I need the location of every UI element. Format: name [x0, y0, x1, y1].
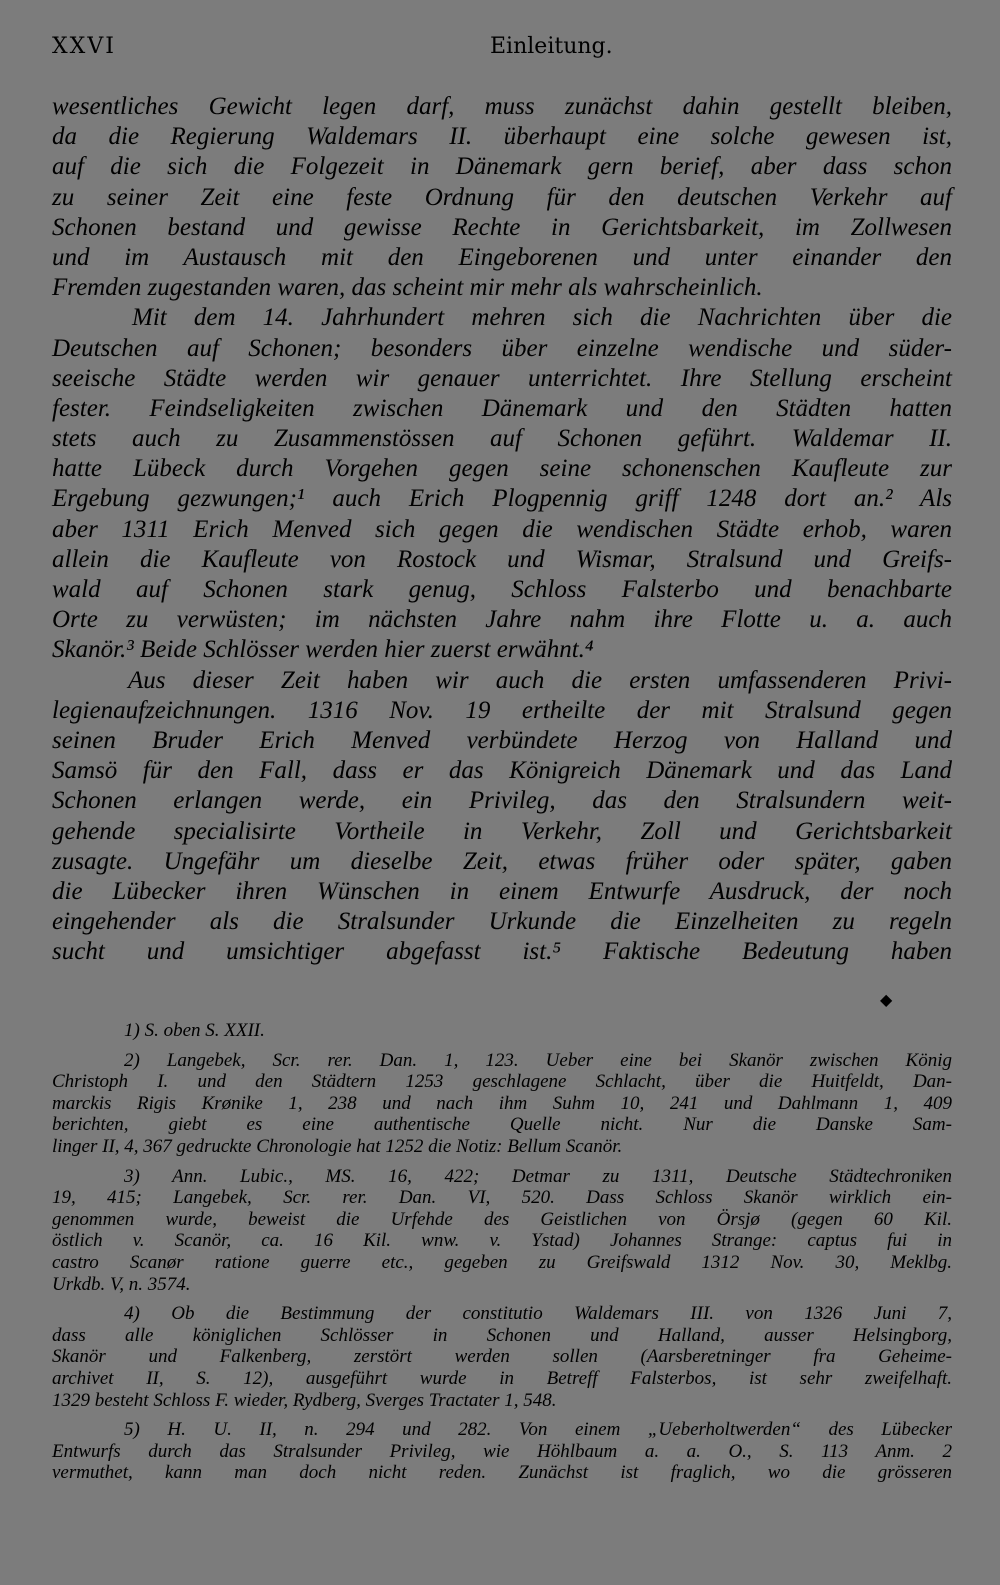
printer-mark: ◆	[880, 990, 893, 1009]
body-text	[52, 92, 952, 967]
body-line: Ergebung gezwungen;¹ auch Erich Plogpennig griff 1248 dort an.² Als	[52, 485, 952, 513]
footnote-line: castro Scanør ratione guerre etc., gegeben zu Greifswald 1312 Nov. 30, Meklbg.	[52, 1251, 952, 1273]
body-line: Deutschen auf Schonen; besonders über einzelne wendische und süder-	[52, 334, 952, 362]
body-line: hatte Lübeck durch Vorgehen gegen seine schonenschen Kaufleute zur	[52, 455, 952, 483]
footnote-line: Entwurfs durch das Stralsunder Privileg, wie Höhlbaum a. a. O., S. 113 Anm. 2	[52, 1440, 952, 1462]
footnote-line: 19, 415; Langebek, Scr. rer. Dan. VI, 520. Dass Schloss Skanör wirklich ein-	[52, 1187, 952, 1209]
footnote-line: östlich v. Scanör, ca. 16 Kil. wnw. v. Ystad) Johannes Strange: captus fui in	[52, 1230, 952, 1252]
body-line: und im Austausch mit den Eingeborenen und unter einander den	[52, 243, 952, 271]
body-line: Aus dieser Zeit haben wir auch die ersten umfassenderen Privi-	[128, 666, 952, 694]
footnote-line: berichten, giebt es eine authentische Quelle nicht. Nur die Danske Sam-	[52, 1114, 952, 1136]
body-line: wald auf Schonen stark genug, Schloss Falsterbo und benachbarte	[52, 576, 952, 603]
footnote-line: 5) H. U. II, n. 294 und 282. Von einem „Ueberholtwerden“ des Lübecker	[124, 1419, 952, 1441]
footnote-line: archivet II, S. 12), ausgeführt wurde in Betreff Falsterbos, ist sehr zweifelhaft.	[52, 1367, 952, 1389]
body-line: zusagte. Ungefähr um dieselbe Zeit, etwas früher oder später, gaben	[52, 847, 952, 875]
body-line: zu seiner Zeit eine feste Ordnung für den deutschen Verkehr auf	[52, 183, 952, 211]
body-line: seeische Städte werden wir genauer unterrichtet. Ihre Stellung erscheint	[52, 364, 952, 392]
page-number: XXVI	[52, 34, 116, 59]
page-header	[52, 34, 952, 64]
body-line: Mit dem 14. Jahrhundert mehren sich die Nachrichten über die	[132, 304, 952, 332]
body-line: fester. Feindseligkeiten zwischen Dänemark und den Städten hatten	[52, 394, 952, 422]
body-line: gehende specialisirte Vortheile in Verkehr, Zoll und Gerichtsbarkeit	[52, 817, 952, 845]
footnote-line: genommen wurde, beweist die Urfehde des Geistlichen von Örsjø (gegen 60 Kil.	[52, 1208, 952, 1230]
body-line: sucht und umsichtiger abgefasst ist.⁵ Faktische Bedeutung haben	[52, 938, 952, 966]
body-line: Skanör.³ Beide Schlösser werden hier zuerst erwähnt.⁴	[52, 636, 594, 664]
body-line: da die Regierung Waldemars II. überhaupt eine solche gewesen ist,	[52, 123, 952, 151]
footnote-line: 1) S. oben S. XXII.	[124, 1020, 265, 1041]
body-line: eingehender als die Stralsunder Urkunde die Einzelheiten zu regeln	[52, 908, 952, 936]
footnote-line: dass alle königlichen Schlösser in Schonen und Halland, ausser Helsingborg,	[52, 1324, 952, 1346]
body-line: Samsö für den Fall, dass er das Königreich Dänemark und das Land	[52, 757, 952, 785]
footnote-line: 1329 besteht Schloss F. wieder, Rydberg, Sverges Tractater 1, 548.	[52, 1389, 557, 1411]
footnote-line: 3) Ann. Lubic., MS. 16, 422; Detmar zu 1311, Deutsche Städtechroniken	[124, 1165, 952, 1187]
body-line: legienaufzeichnungen. 1316 Nov. 19 ertheilte der mit Stralsund gegen	[52, 696, 952, 724]
body-line: Orte zu verwüsten; im nächsten Jahre nahm ihre Flotte u. a. auch	[52, 606, 952, 634]
footnote-line: 4) Ob die Bestimmung der constitutio Waldemars III. von 1326 Juni 7,	[124, 1303, 952, 1325]
footnote-line: Skanör und Falkenberg, zerstört werden sollen (Aarsberetninger fra Geheime-	[52, 1346, 952, 1368]
footnote-line: vermuthet, kann man doch nicht reden. Zunächst ist fraglich, wo die grösseren	[52, 1462, 952, 1484]
body-line: Fremden zugestanden waren, das scheint mir mehr als wahrscheinlich.	[52, 274, 763, 302]
body-line: seinen Bruder Erich Menved verbündete Herzog von Halland und	[52, 726, 952, 754]
body-line: aber 1311 Erich Menved sich gegen die wendischen Städte erhob, waren	[52, 515, 952, 543]
footnotes	[52, 1020, 952, 1484]
body-line: stets auch zu Zusammenstössen auf Schonen geführt. Waldemar II.	[52, 425, 952, 453]
footnote-line: linger II, 4, 367 gedruckte Chronologie hat 1252 die Notiz: Bellum Scanör.	[52, 1135, 623, 1157]
body-line: Schonen bestand und gewisse Rechte in Gerichtsbarkeit, im Zollwesen	[52, 213, 952, 241]
footnote-line: Christoph I. und den Städtern 1253 geschlagene Schlacht, über die Huitfeldt, Dan-	[52, 1071, 952, 1093]
body-line: auf die sich die Folgezeit in Dänemark gern berief, aber dass schon	[52, 153, 952, 181]
body-line: die Lübecker ihren Wünschen in einem Entwurfe Ausdruck, der noch	[52, 877, 952, 905]
body-line: Schonen erlangen werde, ein Privileg, das den Stralsundern weit-	[52, 787, 952, 815]
body-line: wesentliches Gewicht legen darf, muss zunächst dahin gestellt bleiben,	[52, 93, 952, 120]
footnote-line: marckis Rigis Krønike 1, 238 und nach ihm Suhm 10, 241 und Dahlmann 1, 409	[52, 1092, 952, 1114]
footnote-line: 2) Langebek, Scr. rer. Dan. 1, 123. Ueber eine bei Skanör zwischen König	[124, 1049, 952, 1071]
body-line: allein die Kaufleute von Rostock und Wismar, Stralsund und Greifs-	[52, 545, 952, 573]
footnote-line: Urkdb. V, n. 3574.	[52, 1273, 191, 1295]
running-title: Einleitung.	[490, 34, 613, 59]
